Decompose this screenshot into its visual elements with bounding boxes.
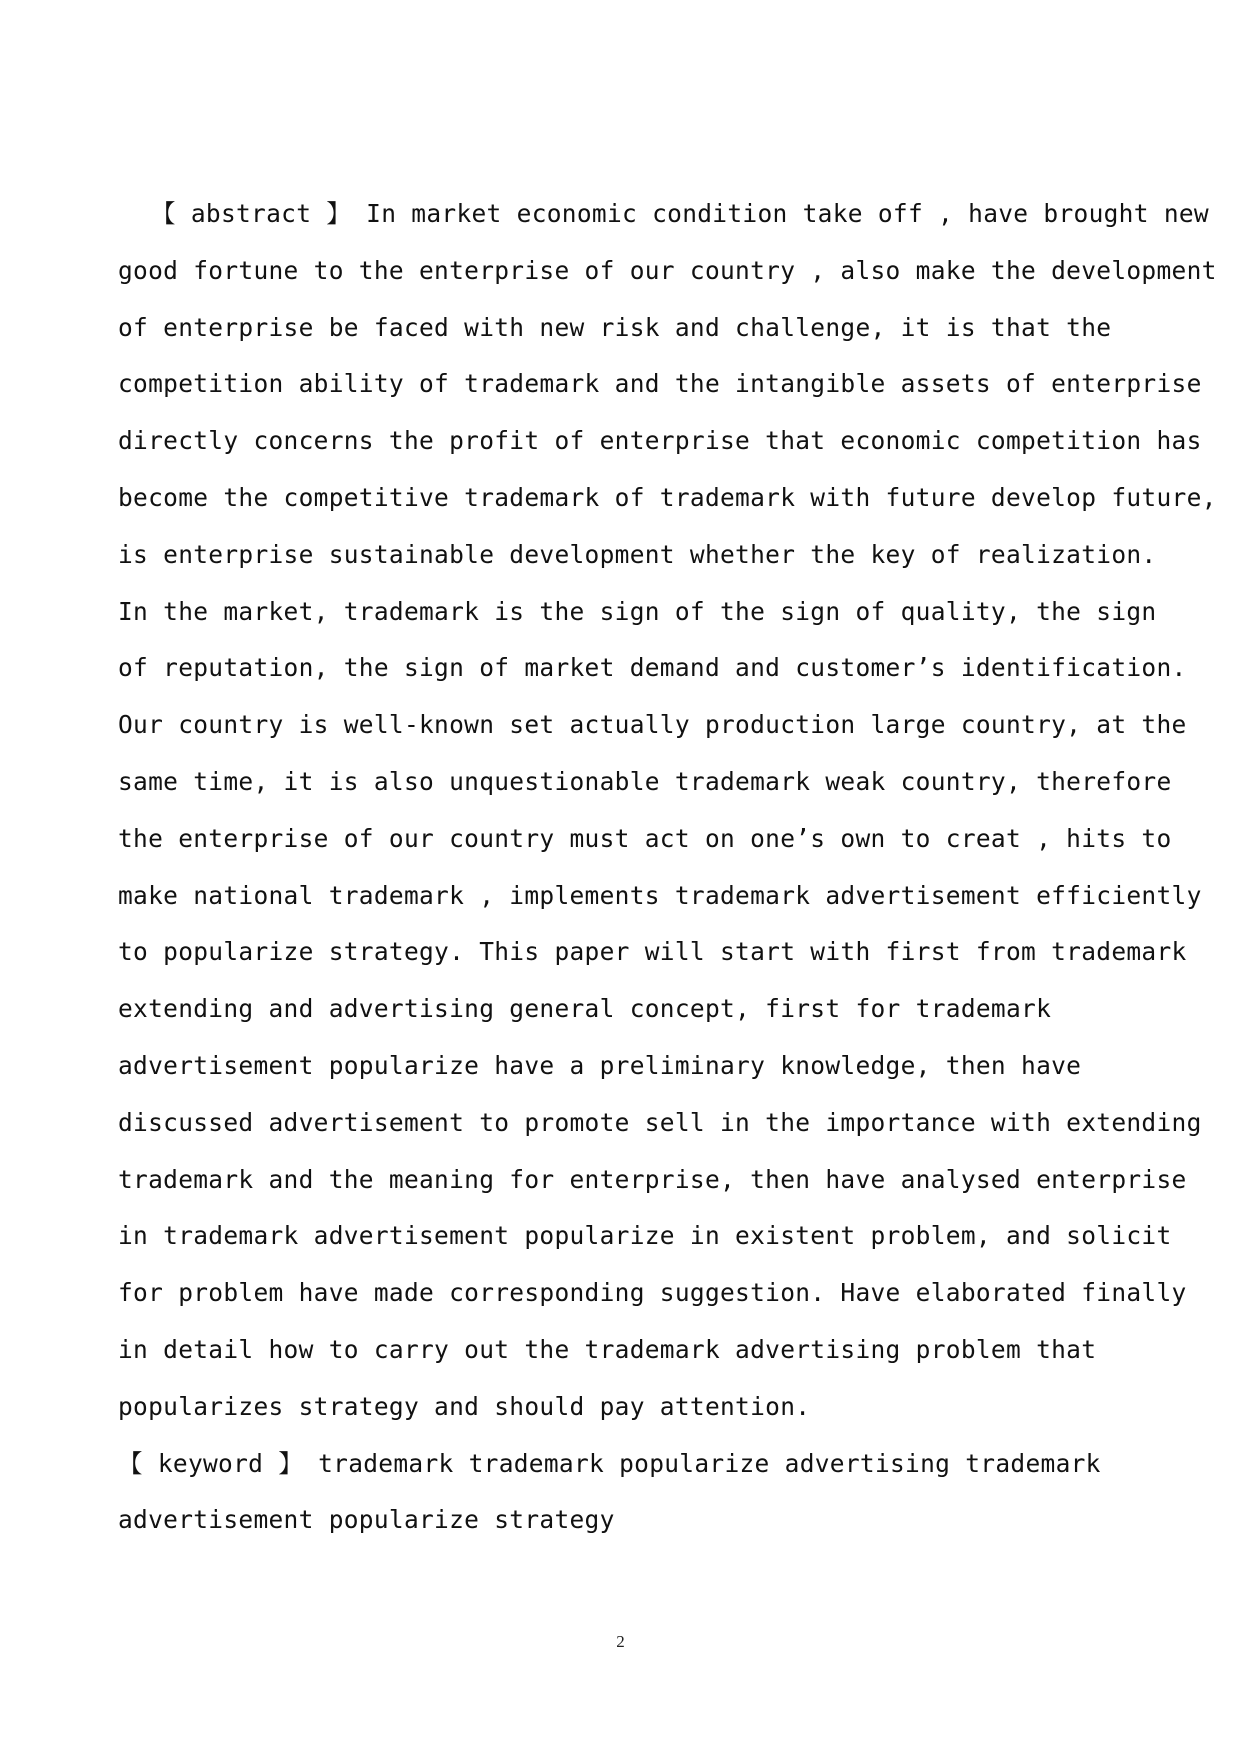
abstract-line: become the competitive trademark of trademark with future develop future, [118,482,1217,512]
abstract-line: competition ability of trademark and the intangible assets of enterprise [118,369,1202,399]
abstract-line: is enterprise sustainable development whether the key of realization. [118,539,1157,569]
abstract-line: trademark and the meaning for enterprise, then have analysed enterprise [118,1164,1187,1194]
abstract-line: popularizes strategy and should pay attention. [118,1391,811,1421]
keywords-line: 【 keyword 】 trademark trademark popularize advertising trademark [118,1448,1101,1478]
abstract-line: directly concerns the profit of enterprise that economic competition has [118,426,1202,456]
abstract-line: of reputation, the sign of market demand and customer’s identification. [118,653,1187,683]
abstract-line: advertisement popularize have a preliminary knowledge, then have [118,1050,1082,1080]
keywords-line: advertisement popularize strategy [118,1505,615,1535]
abstract-line: same time, it is also unquestionable trademark weak country, therefore [118,766,1172,796]
abstract-line: the enterprise of our country must act on one’s own to creat , hits to [118,823,1172,853]
abstract-line: of enterprise be faced with new risk and challenge, it is that the [118,312,1112,342]
abstract-line: In the market, trademark is the sign of the sign of quality, the sign [118,596,1157,626]
abstract-line: for problem have made corresponding suggestion. Have elaborated finally [118,1278,1187,1308]
abstract-line: good fortune to the enterprise of our country , also make the development [118,255,1217,285]
abstract-line: discussed advertisement to promote sell in the importance with extending [118,1107,1202,1137]
abstract-line: to popularize strategy. This paper will start with first from trademark [118,937,1187,967]
abstract-line: in detail how to carry out the trademark advertising problem that [118,1334,1097,1364]
page-number: 2 [616,1632,625,1651]
abstract-line: in trademark advertisement popularize in existent problem, and solicit [118,1221,1172,1251]
abstract-line: 【 abstract 】 In market economic condition take off , have brought new [151,199,1209,228]
abstract-line: extending and advertising general concept, first for trademark [118,994,1052,1024]
abstract-section [118,186,1217,1549]
abstract-line: make national trademark , implements trademark advertisement efficiently [118,880,1202,910]
abstract-line: Our country is well-known set actually production large country, at the [118,710,1187,740]
